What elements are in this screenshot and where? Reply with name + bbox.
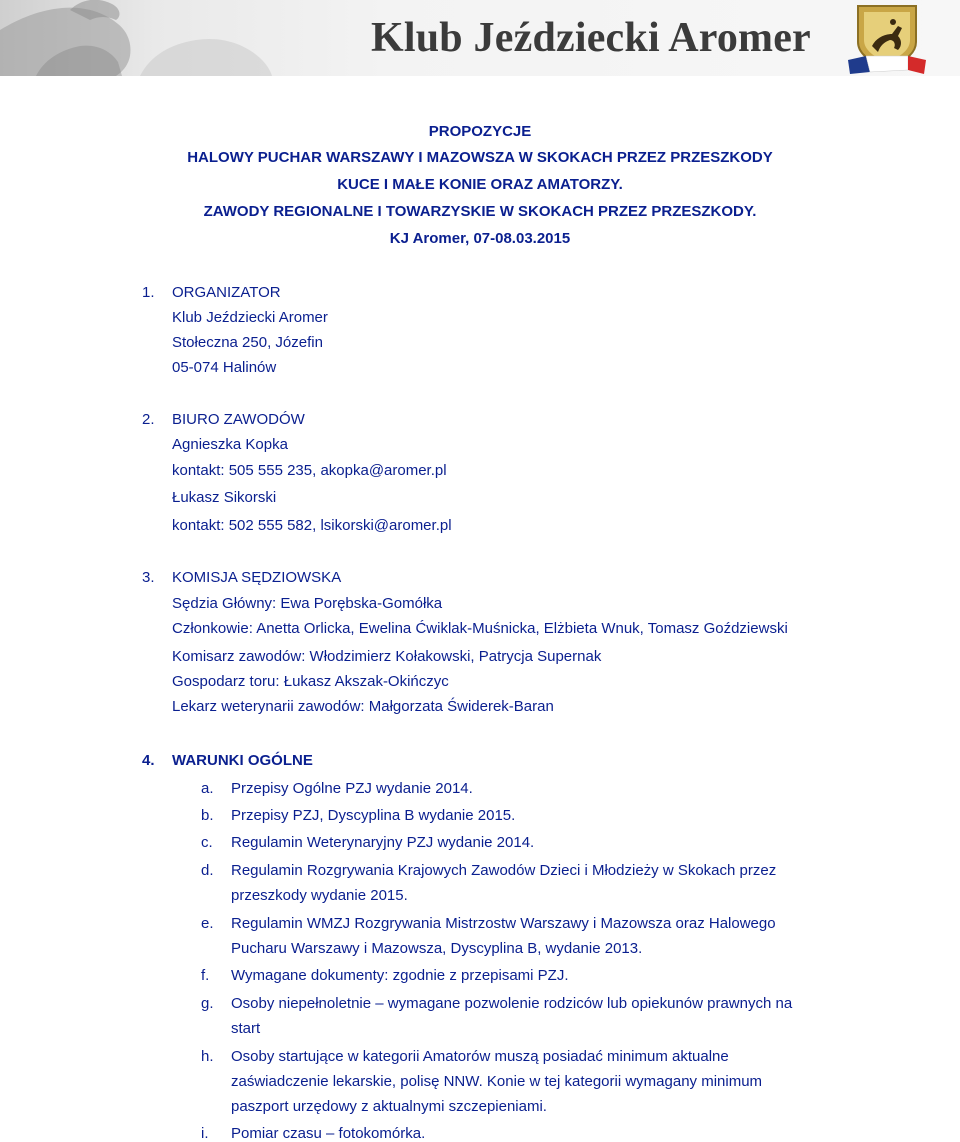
organizer-name: Klub Jeździecki Aromer [172,309,328,326]
event-categories: KUCE I MAŁE KONIE ORAZ AMATORZY. [337,176,623,193]
office-contact-1: kontakt: 505 555 235, akopka@aromer.pl [172,462,447,479]
section-title: WARUNKI OGÓLNE [172,752,313,769]
list-item: Regulamin Rozgrywania Krajowych Zawodów Dzieci i Młodzieży w Skokach przez [231,862,777,879]
list-item: Regulamin Weterynaryjny PZJ wydanie 2014. [231,834,535,851]
event-name: HALOWY PUCHAR WARSZAWY I MAZOWSZA W SKOKACH PRZEZ PRZESZKODY [187,149,773,166]
horse-head-icon [0,0,300,76]
list-item: Przepisy PZJ, Dyscyplina B wydanie 2015. [231,807,516,824]
rider-shield-icon [846,2,928,76]
list-item-letter: c. [201,834,213,851]
club-title: Klub Jeździecki Aromer [371,15,811,61]
header-banner [0,0,960,76]
judge-members: Członkowie: Anetta Orlicka, Ewelina Ćwiklak-Muśnicka, Elżbieta Wnuk, Tomasz Goździewski [172,620,788,637]
list-item-letter: f. [201,967,210,984]
list-item-letter: b. [201,807,214,824]
section-number: 3. [142,569,155,586]
list-item: Pomiar czasu – fotokomórka. [231,1125,426,1142]
list-item: Osoby startujące w kategorii Amatorów muszą posiadać minimum aktualne [231,1048,729,1065]
list-item: Regulamin WMZJ Rozgrywania Mistrzostw Warszawy i Mazowsza oraz Halowego [231,915,776,932]
list-item-continuation: przeszkody wydanie 2015. [231,887,408,904]
section-title: KOMISJA SĘDZIOWSKA [172,569,342,586]
chief-judge: Sędzia Główny: Ewa Porębska-Gomółka [172,595,443,612]
list-item-continuation: start [231,1020,261,1037]
list-item: Przepisy Ogólne PZJ wydanie 2014. [231,780,473,797]
list-item-continuation: Pucharu Warszawy i Mazowsza, Dyscyplina B, wydanie 2013. [231,940,643,957]
list-item-letter: i. [201,1125,209,1142]
organizer-city: 05-074 Halinów [172,359,277,376]
list-item: Osoby niepełnoletnie – wymagane pozwolenie rodziców lub opiekunów prawnych na [231,995,793,1012]
event-place-date: KJ Aromer, 07-08.03.2015 [389,230,571,247]
section-title: ORGANIZATOR [172,284,281,301]
section-number: 1. [142,284,155,301]
list-item-letter: h. [201,1048,214,1065]
list-item-letter: a. [201,780,214,797]
list-item-continuation: paszport urzędowy z aktualnymi szczepieniami. [231,1098,547,1115]
document-title: PROPOZYCJE [428,123,532,140]
office-person-1: Agnieszka Kopka [172,436,288,453]
list-item-continuation: zaświadczenie lekarskie, polisę NNW. Konie w tej kategorii wymagany minimum [231,1073,763,1090]
organizer-street: Stołeczna 250, Józefin [172,334,323,351]
section-number: 2. [142,411,155,428]
office-contact-2: kontakt: 502 555 582, lsikorski@aromer.pl [172,517,452,534]
list-item-letter: e. [201,915,214,932]
section-title: BIURO ZAWODÓW [172,411,305,428]
office-person-2: Łukasz Sikorski [172,489,277,506]
veterinarian: Lekarz weterynarii zawodów: Małgorzata Świderek-Baran [172,698,554,715]
list-item-letter: d. [201,862,214,879]
list-item: Wymagane dokumenty: zgodnie z przepisami PZJ. [231,967,569,984]
section-number: 4. [142,752,155,769]
course-designer: Gospodarz toru: Łukasz Akszak-Okińczyc [172,673,449,690]
steward: Komisarz zawodów: Włodzimierz Kołakowski, Patrycja Supernak [172,648,602,665]
event-type: ZAWODY REGIONALNE I TOWARZYSKIE W SKOKACH PRZEZ PRZESZKODY. [203,203,757,220]
list-item-letter: g. [201,995,214,1012]
